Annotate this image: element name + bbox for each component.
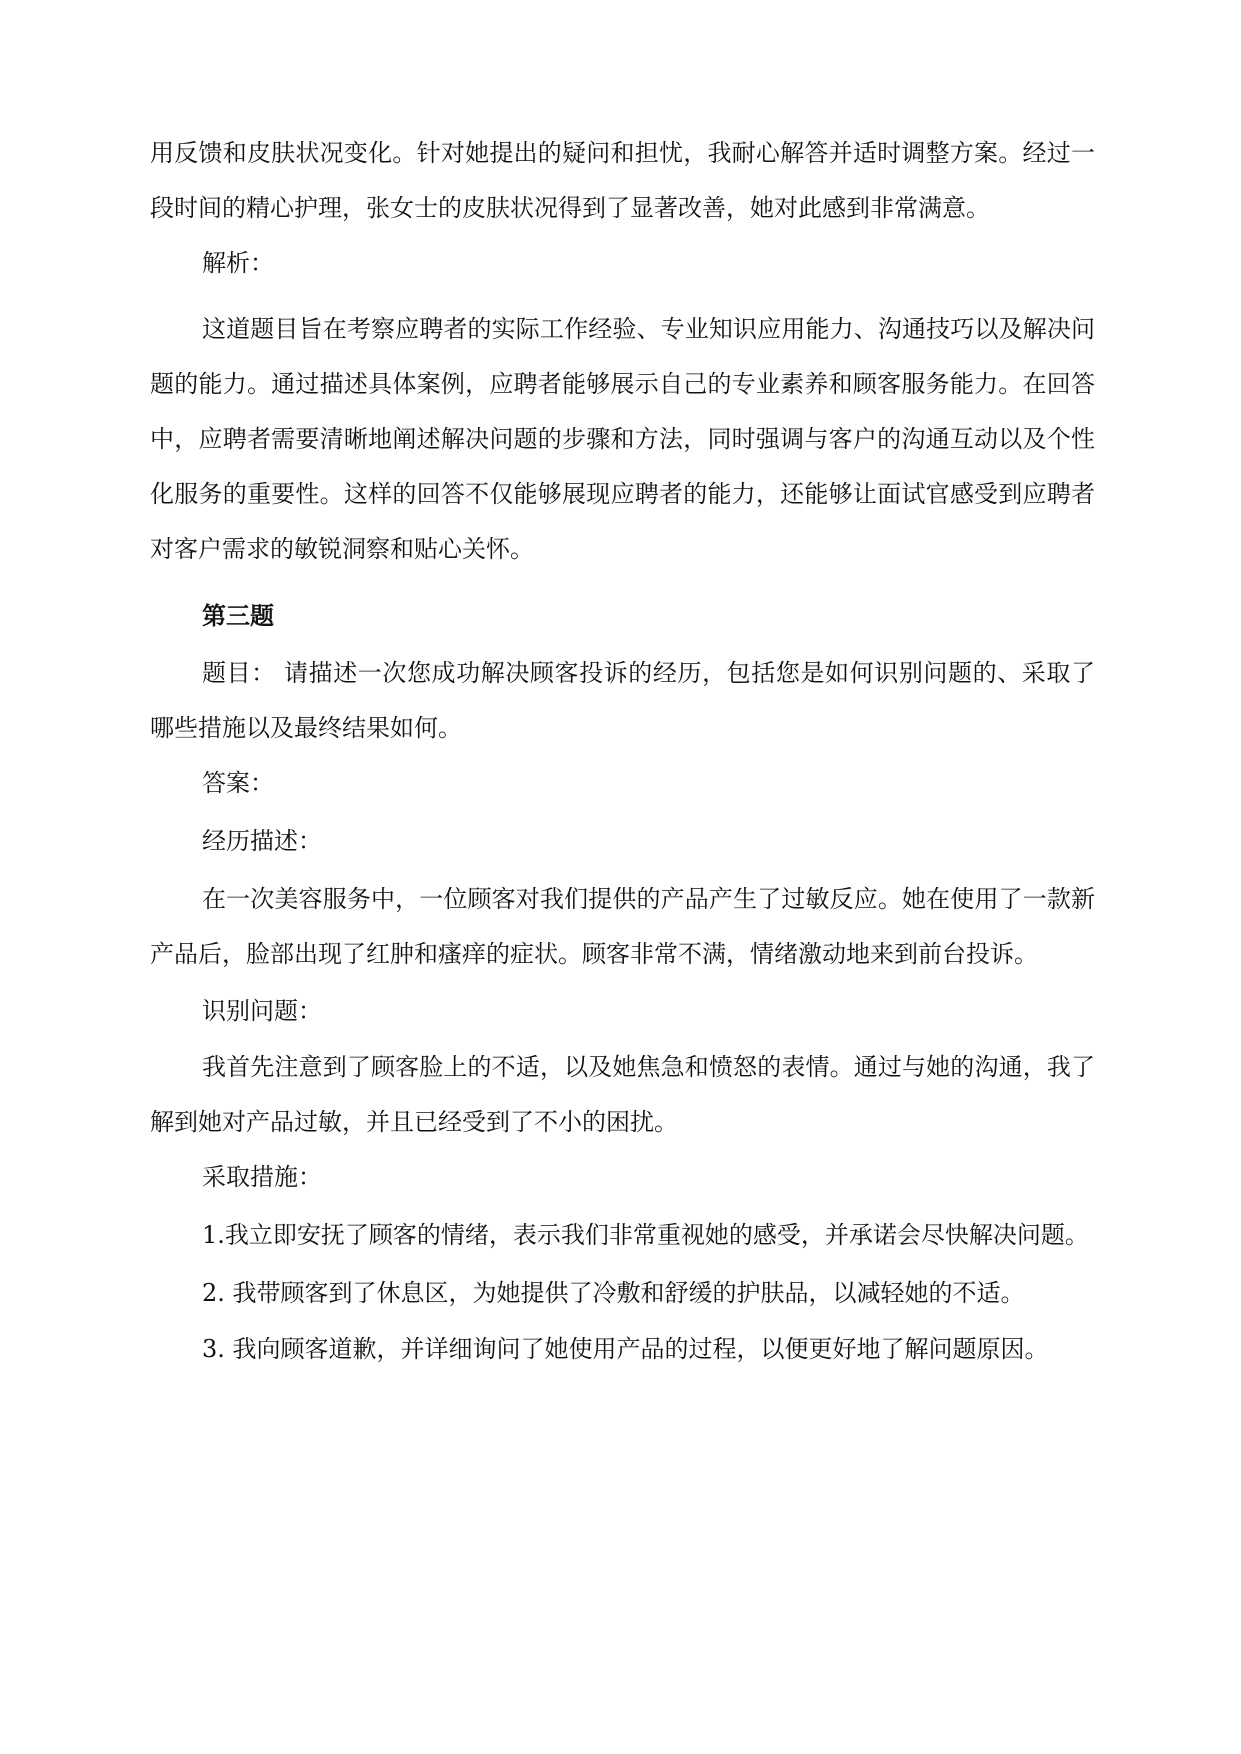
paragraph-identify: 我首先注意到了顾客脸上的不适，以及她焦急和愤怒的表情。通过与她的沟通，我了解到她对产品过敏，并且已经受到了不小的困扰。 <box>150 1053 1095 1136</box>
answer-label: 答案： <box>202 769 274 797</box>
identify-label: 识别问题： <box>202 997 322 1025</box>
analysis-label: 解析： <box>202 249 274 277</box>
paragraph-experience: 在一次美容服务中，一位顾客对我们提供的产品产生了过敏反应。她在使用了一款新产品后，脸部出现了红肿和瘙痒的症状。顾客非常不满，情绪激动地来到前台投诉。 <box>150 885 1095 968</box>
experience-label: 经历描述： <box>202 827 322 855</box>
measures-label: 采取措施： <box>202 1163 322 1191</box>
measure-item-2: 2. 我带顾客到了休息区，为她提供了冷敷和舒缓的护肤品，以减轻她的不适。 <box>202 1279 1025 1307</box>
measure-item-1: 1.我立即安抚了顾客的情绪，表示我们非常重视她的感受，并承诺会尽快解决问题。 <box>202 1221 1089 1249</box>
question-heading: 第三题 <box>202 601 274 630</box>
measure-item-3: 3. 我向顾客道歉，并详细询问了她使用产品的过程，以便更好地了解问题原因。 <box>202 1335 1049 1363</box>
paragraph-analysis: 这道题目旨在考察应聘者的实际工作经验、专业知识应用能力、沟通技巧以及解决问题的能力。通过描述具体案例，应聘者能够展示自己的专业素养和顾客服务能力。在回答中，应聘者需要清晰地阐述解决问题的步骤和方法，同时强调与客户的沟通互动以及个性化服务的重要性。这样的回答不仅能够展现应聘者的能力，还能够让面试官感受到应聘者对客户需求的敏锐洞察和贴心关怀。 <box>150 315 1095 563</box>
paragraph-question: 题目： 请描述一次您成功解决顾客投诉的经历，包括您是如何识别问题的、采取了哪些措施以及最终结果如何。 <box>150 659 1095 742</box>
paragraph-case-continuation: 用反馈和皮肤状况变化。针对她提出的疑问和担忧，我耐心解答并适时调整方案。经过一段时间的精心护理，张女士的皮肤状况得到了显著改善，她对此感到非常满意。 <box>150 139 1095 222</box>
